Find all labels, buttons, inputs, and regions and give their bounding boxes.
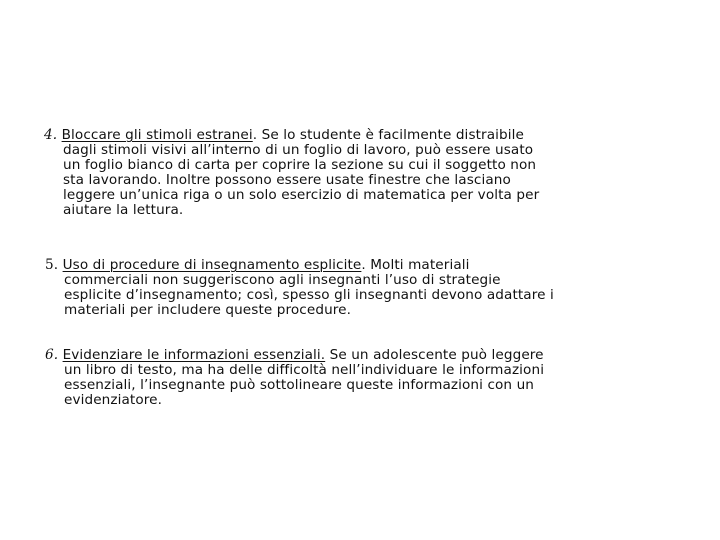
- item-number: 5.: [45, 257, 59, 273]
- item-heading: Uso di procedure di insegnamento esplicite: [62, 257, 362, 273]
- list-item-first-line: [45, 348, 544, 363]
- item-text-line: aiutare la lettura.: [63, 202, 184, 218]
- item-text-line: un foglio bianco di carta per coprire la sezione su cui il soggetto non: [63, 157, 537, 173]
- item-heading: Bloccare gli stimoli estranei: [61, 127, 253, 143]
- item-text-line: evidenziatore.: [64, 392, 163, 408]
- item-heading-end: .: [361, 257, 366, 273]
- item-heading: Evidenziare le informazioni essenziali.: [62, 347, 326, 363]
- list-item: [44, 128, 539, 218]
- item-text-line: esplicite d’insegnamento; così, spesso gli insegnanti devono adattare i: [64, 287, 554, 303]
- item-text-line: dagli stimoli visivi all’interno di un foglio di lavoro, può essere usato: [63, 142, 534, 158]
- item-number: 6.: [45, 347, 59, 363]
- item-text-line: sta lavorando. Inoltre possono essere usate finestre che lasciano: [63, 172, 511, 188]
- item-first-line-text: Molti materiali: [365, 257, 470, 273]
- item-text-line: leggere un’unica riga o un solo esercizio di matematica per volta per: [63, 187, 540, 203]
- item-number: 4.: [44, 127, 58, 143]
- list-item: [45, 348, 544, 408]
- list-item-first-line: [44, 128, 539, 143]
- list-item: [45, 258, 554, 318]
- item-text-line: un libro di testo, ma ha delle difficoltà nell’individuare le informazioni: [64, 362, 545, 378]
- item-text-line: commerciali non suggeriscono agli insegnanti l’uso di strategie: [64, 272, 501, 288]
- item-text-line: essenziali, l’insegnante può sottolineare queste informazioni con un: [64, 377, 535, 393]
- item-first-line-text: Se un adolescente può leggere: [325, 347, 544, 363]
- item-heading-end: .: [252, 127, 258, 143]
- list-item-first-line: [45, 258, 554, 273]
- item-first-line-text: Se lo studente è facilmente distraibile: [257, 127, 524, 143]
- item-text-line: materiali per includere queste procedure.: [64, 302, 352, 318]
